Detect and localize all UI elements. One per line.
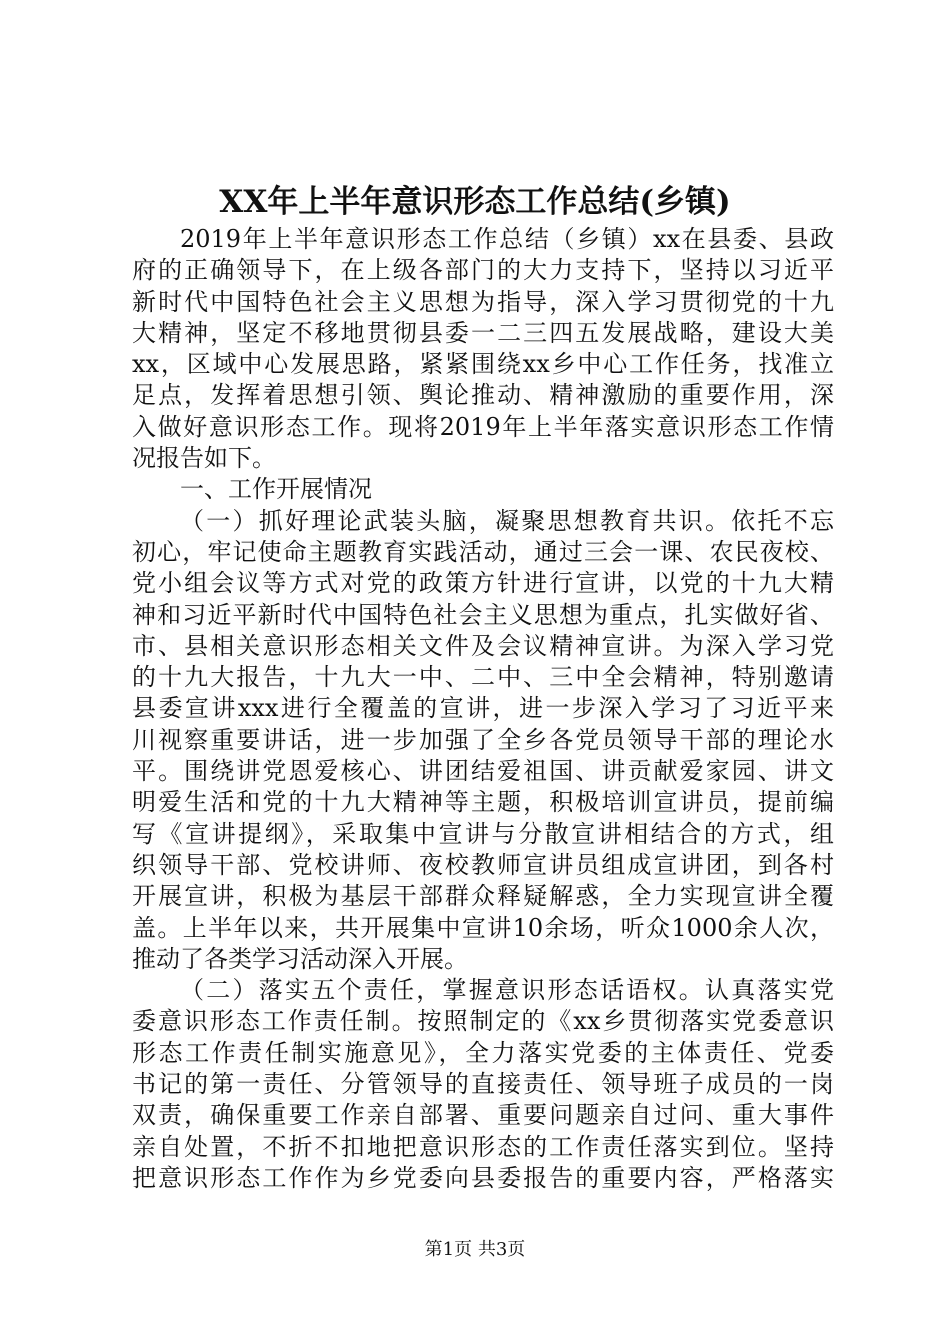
text-line: 书记的第一责任、分管领导的直接责任、领导班子成员的一岗 [132, 1070, 834, 1099]
text-line: 开展宣讲，积极为基层干部群众释疑解惑，全力实现宣讲全覆 [132, 882, 834, 911]
text-line: 足点，发挥着思想引领、舆论推动、精神激励的重要作用，深 [132, 381, 834, 410]
text-line: 新时代中国特色社会主义思想为指导，深入学习贯彻党的十九 [132, 287, 834, 316]
text-line: （二）落实五个责任，掌握意识形态话语权。认真落实党 [180, 976, 834, 1005]
text-line: 把意识形态工作作为乡党委向县委报告的重要内容，严格落实 [132, 1163, 834, 1192]
text-line: 市、县相关意识形态相关文件及会议精神宣讲。为深入学习党 [132, 631, 834, 660]
text-line: （一）抓好理论武装头脑，凝聚思想教育共识。依托不忘 [180, 506, 834, 535]
paragraph-intro [132, 224, 834, 474]
text-line: 2019年上半年意识形态工作总结（乡镇）xx在县委、县政 [180, 225, 834, 253]
text-line: 写《宣讲提纲》，采取集中宣讲与分散宣讲相结合的方式，组 [132, 819, 834, 848]
text-line: 川视察重要讲话，进一步加强了全乡各党员领导干部的理论水 [132, 725, 834, 754]
document-title: XX年上半年意识形态工作总结(乡镇) [219, 184, 731, 220]
text-line: 双责，确保重要工作亲自部署、重要问题亲自过问、重大事件 [132, 1101, 834, 1130]
text-line: 盖。上半年以来，共开展集中宣讲10余场，听众1000余人次， [132, 913, 834, 942]
text-line: 党小组会议等方式对党的政策方针进行宣讲，以党的十九大精 [132, 569, 834, 598]
page-footer: 第1页 共3页 [424, 1239, 526, 1260]
text-line: 府的正确领导下，在上级各部门的大力支持下，坚持以习近平 [132, 256, 834, 285]
text-line: 委意识形态工作责任制。按照制定的《xx乡贯彻落实党委意识 [132, 1007, 834, 1036]
document-body [132, 224, 834, 1194]
text-line: 一、工作开展情况 [180, 475, 372, 504]
text-line: 县委宣讲xxx进行全覆盖的宣讲，进一步深入学习了习近平来 [132, 694, 834, 723]
section-heading [132, 474, 834, 505]
text-line: 神和习近平新时代中国特色社会主义思想为重点，扎实做好省、 [132, 600, 834, 629]
text-line: 推动了各类学习活动深入开展。 [132, 944, 468, 973]
paragraph-section-2 [132, 975, 834, 1194]
text-line: 亲自处置，不折不扣地把意识形态的工作责任落实到位。坚持 [132, 1132, 834, 1161]
text-line: 大精神，坚定不移地贯彻县委一二三四五发展战略，建设大美 [132, 318, 834, 347]
text-line: 入做好意识形态工作。现将2019年上半年落实意识形态工作情 [132, 412, 834, 441]
text-line: xx，区域中心发展思路，紧紧围绕xx乡中心工作任务，找准立 [132, 350, 834, 379]
text-line: 况报告如下。 [132, 444, 276, 473]
paragraph-section-1 [132, 506, 834, 975]
text-line: 平。围绕讲党恩爱核心、讲团结爱祖国、讲贡献爱家园、讲文 [132, 757, 834, 786]
text-line: 织领导干部、党校讲师、夜校教师宣讲员组成宣讲团，到各村 [132, 850, 834, 879]
text-line: 初心，牢记使命主题教育实践活动，通过三会一课、农民夜校、 [132, 537, 834, 566]
text-line: 的十九大报告，十九大一中、二中、三中全会精神，特别邀请 [132, 663, 834, 692]
text-line: 形态工作责任制实施意见》，全力落实党委的主体责任、党委 [132, 1038, 834, 1067]
text-line: 明爱生活和党的十九大精神等主题，积极培训宣讲员，提前编 [132, 788, 834, 817]
